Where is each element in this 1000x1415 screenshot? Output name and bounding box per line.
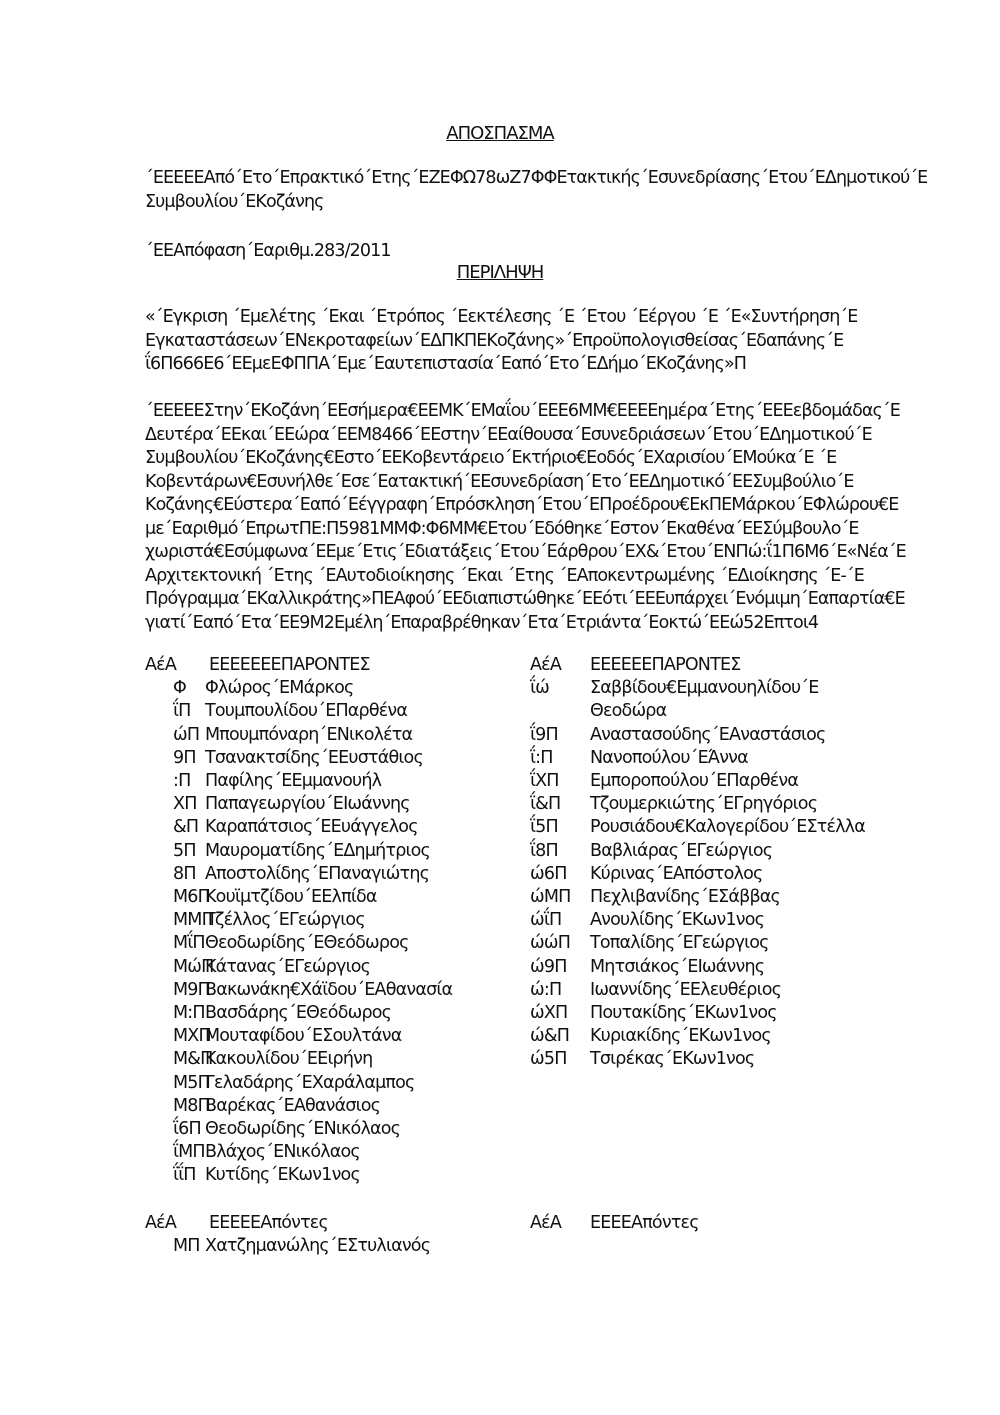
list-header — [145, 654, 515, 677]
member-row — [145, 909, 515, 932]
member-row — [145, 793, 515, 816]
member-name: Τζουμερκιώτης΄ΕΓρηγόριος — [590, 794, 818, 815]
member-number: ΜΧΠ — [173, 1026, 211, 1047]
member-row — [145, 1025, 515, 1048]
document-title — [0, 123, 1000, 144]
member-number: ώώΠ — [530, 933, 571, 954]
member-number: ΧΠ — [173, 794, 197, 815]
member-number: ΜΜΠ — [173, 910, 214, 931]
member-number: ώΠ — [173, 724, 200, 745]
body-line: Κοβεντάρων€Εσυνήλθε΄Εσε΄Εατακτική΄ΕΕσυνεδρίαση΄Ετο΄ΕΕΔημοτικό΄ΕΕΣυμβούλιο΄Ε — [145, 471, 854, 492]
present-members-left — [145, 654, 515, 1188]
member-row — [145, 1164, 515, 1187]
member-number: ώΐΠ — [530, 910, 562, 931]
member-row — [530, 956, 880, 979]
member-number: Μ8Π — [173, 1095, 210, 1116]
member-number: &Π — [173, 817, 199, 838]
header-label: ΕΕΕΕΕΕΕΠΑΡΟΝΤΕΣ — [209, 655, 370, 675]
subject-paragraph — [145, 306, 875, 377]
list-header — [145, 1212, 515, 1235]
intro-line: ΄ΕΕΕΕΕΑπό΄Ετο΄Επρακτικό΄Ετης΄ΕΖΕΦΩ78ωΖ7ΦΦΕτακτικής΄Εσυνεδρίασης΄Ετου΄ΕΔημοτικού΄Ε — [145, 168, 928, 188]
member-name: Μητσιάκος΄ΕΙωάννης — [590, 956, 765, 977]
member-name: Κυριακίδης΄ΕΚων1νος — [590, 1026, 771, 1047]
member-name: Βασδάρης΄ΕΘεόδωρος — [205, 1003, 392, 1024]
member-row — [530, 886, 880, 909]
member-name: Τσιρέκας΄ΕΚων1νος — [590, 1049, 755, 1070]
member-row — [145, 1048, 515, 1071]
member-row — [145, 979, 515, 1002]
member-number: ώΧΠ — [530, 1003, 568, 1024]
header-number-label: ΑέΑ — [530, 1213, 562, 1233]
member-number: ώΜΠ — [530, 887, 571, 908]
member-row — [145, 1118, 515, 1141]
member-number: ΐΠ — [173, 701, 191, 722]
member-number: ώ&Π — [530, 1026, 570, 1047]
body-line: Αρχιτεκτονική ΄Ετης ΄ΕΑυτοδιοίκησης ΄Εκαι ΄Ετης ΄ΕΑποκεντρωμένης ΄ΕΔιοίκησης ΄Ε-΄Ε — [145, 565, 864, 586]
member-row — [530, 816, 880, 839]
member-name: Παφίλης΄ΕΕμμανουήλ — [205, 771, 382, 792]
member-number: ΜΠ — [173, 1236, 200, 1257]
member-name: Πουτακίδης΄ΕΚων1νος — [590, 1003, 777, 1024]
member-row — [530, 979, 880, 1002]
member-name: Μπουμπόναρη΄ΕΝικολέτα — [205, 724, 413, 745]
member-row — [145, 1072, 515, 1095]
member-number: ΐώ — [530, 678, 549, 699]
member-name: Βλάχος΄ΕΝικόλαος — [205, 1142, 360, 1163]
member-number: Μ:Π — [173, 1003, 205, 1024]
header-label: ΕΕΕΕΕΕΠΑΡΟΝΤΕΣ — [590, 655, 741, 675]
member-number: ΐΜΠ — [173, 1142, 205, 1163]
member-row — [530, 1025, 880, 1048]
member-number: 9Π — [173, 747, 196, 768]
absent-members-left — [145, 1212, 515, 1258]
member-number: ΐΧΠ — [530, 771, 559, 792]
body-line: Κοζάνης€Εύστερα΄Εαπό΄Εέγγραφη΄Επρόσκληση΄Ετου΄ΕΠροέδρου€ΕκΠΕΜάρκου΄ΕΦλώρου€Ε — [145, 495, 899, 515]
member-row — [145, 956, 515, 979]
member-name: Βακωνάκη€Χάϊδου΄ΕΑθανασία — [205, 979, 453, 1000]
header-label: ΕΕΕΕΕΑπόντες — [209, 1213, 328, 1233]
subject-line: Εγκαταστάσεων΄ΕΝεκροταφείων΄ΕΔΠΚΠΕΚοζάνης»΄Επροϋπολογισθείσας΄Εδαπάνης΄Ε — [145, 330, 844, 351]
member-row — [530, 770, 880, 793]
member-name: Τοπαλίδης΄ΕΓεώργιος — [590, 933, 769, 954]
header-number-label: ΑέΑ — [530, 655, 562, 675]
member-name: Φλώρος΄ΕΜάρκος — [205, 678, 354, 699]
absent-members-right — [530, 1212, 880, 1235]
member-row — [530, 1002, 880, 1025]
member-number: ΐ6Π — [173, 1119, 201, 1140]
member-name: Παπαγεωργίου΄ΕΙωάννης — [205, 794, 410, 815]
member-row — [145, 932, 515, 955]
member-name: Αποστολίδης΄ΕΠαναγιώτης — [205, 863, 430, 884]
member-number: :Π — [173, 771, 191, 792]
header-number-label: ΑέΑ — [145, 1213, 177, 1233]
member-name: Βαβλιάρας΄ΕΓεώργιος — [590, 840, 773, 861]
body-line: ΄ΕΕΕΕΕΣτην΄ΕΚοζάνη΄ΕΕσήμερα€ΕΕΜΚ΄ΕΜαΐου΄ΕΕΕ6ΜΜ€ΕΕΕΕημέρα΄Ετης΄ΕΕΕεβδομάδας΄Ε — [145, 401, 900, 421]
member-row — [145, 770, 515, 793]
member-number: ΐΐΠ — [173, 1165, 196, 1186]
member-name: Κυτίδης΄ΕΚων1νος — [205, 1165, 360, 1186]
body-line: Πρόγραμμα΄ΕΚαλλικράτης»ΠΕΑφού΄ΕΕδιαπιστώθηκε΄ΕΕότι΄ΕΕΕυπάρχει΄Ενόμιμη΄Εαπαρτία€Ε — [145, 589, 905, 609]
member-number: ώ:Π — [530, 979, 562, 1000]
member-number: 8Π — [173, 863, 196, 884]
member-row — [530, 1048, 880, 1071]
member-row — [145, 724, 515, 747]
member-number: ΐ:Π — [530, 747, 553, 768]
member-row — [530, 840, 880, 863]
member-row — [145, 816, 515, 839]
member-name: Νανοπούλου΄ΕΆννα — [590, 747, 748, 768]
member-row — [145, 677, 515, 700]
member-name: Κακουλίδου΄ΕΕιρήνη — [205, 1049, 373, 1070]
member-number: 5Π — [173, 840, 196, 861]
member-number: ώ5Π — [530, 1049, 567, 1070]
member-row — [530, 793, 880, 816]
member-name: Κάτανας΄ΕΓεώργιος — [205, 956, 371, 977]
member-row — [530, 909, 880, 932]
member-number: ΐ&Π — [530, 794, 561, 815]
member-name: Γελαδάρης΄ΕΧαράλαμπος — [205, 1072, 415, 1093]
member-row — [530, 863, 880, 886]
member-name: Τσανακτσίδης΄ΕΕυστάθιος — [205, 747, 423, 768]
member-row — [530, 747, 880, 770]
member-name: Εμποροπούλου΄ΕΠαρθένα — [590, 771, 799, 792]
member-row — [145, 1141, 515, 1164]
member-number: ώ6Π — [530, 863, 567, 884]
member-number: Μ5Π — [173, 1072, 210, 1093]
body-line: γιατί΄Εαπό΄Ετα΄ΕΕ9Μ2Εμέλη΄Επαραβρέθηκαν΄Ετα΄Ετριάντα΄Εοκτώ΄ΕΕώ52Επτοι4 — [145, 612, 819, 633]
subject-line: ΐ6Π666Ε6΄ΕΕμεΕΦΠΠΑ΄Εμε΄Εαυτεπιστασία΄Εαπό΄Ετο΄ΕΔήμο΄ΕΚοζάνης»Π — [145, 354, 747, 374]
member-row — [145, 840, 515, 863]
list-header — [530, 1212, 880, 1235]
member-name: Μουταφίδου΄ΕΣουλτάνα — [205, 1026, 402, 1047]
member-number: ΐ8Π — [530, 840, 558, 861]
member-number: Μ&Π — [173, 1049, 213, 1070]
summary-heading-text: ΠΕΡΙΛΗΨΗ — [456, 262, 544, 283]
body-line: Συμβουλίου΄ΕΚοζάνης€Εστο΄ΕΕΚοβεντάρειο΄Εκτήριο€Εοδός΄ΕΧαρισίου΄ΕΜούκα΄Ε ΄Ε — [145, 448, 837, 468]
body-paragraph — [145, 400, 906, 635]
subject-line: «΄Εγκριση ΄Εμελέτης ΄Εκαι ΄Ετρόπος ΄Εεκτέλεσης ΄Ε ΄Ετου ΄Εέργου ΄Ε ΄Ε«Συντήρηση΄Ε — [145, 307, 858, 327]
header-label: ΕΕΕΕΑπόντες — [590, 1213, 699, 1233]
member-name: Σαββίδου€Εμμανουηλίδου΄Ε — [590, 678, 819, 699]
member-name: Αναστασούδης΄ΕΑναστάσιος — [590, 724, 826, 745]
member-row — [145, 863, 515, 886]
member-number: Μ9Π — [173, 979, 210, 1000]
member-row — [530, 677, 880, 700]
member-row — [145, 886, 515, 909]
member-row — [145, 1235, 515, 1258]
list-header — [530, 654, 880, 677]
member-name: Τουμπουλίδου΄ΕΠαρθένα — [205, 701, 408, 722]
member-name: Βαρέκας΄ΕΑθανάσιος — [205, 1095, 381, 1116]
member-row — [145, 747, 515, 770]
member-row — [530, 932, 880, 955]
member-row — [530, 724, 880, 747]
member-name: Θεοδωρίδης΄ΕΘεόδωρος — [205, 933, 409, 954]
member-number: ώ9Π — [530, 956, 567, 977]
member-number: ΐ9Π — [530, 724, 558, 745]
member-name: Ιωαννίδης΄ΕΕλευθέριος — [590, 979, 782, 1000]
member-name: Τζέλλος΄ΕΓεώργιος — [205, 910, 365, 931]
member-number: Φ — [173, 678, 186, 699]
summary-heading — [0, 262, 1000, 283]
member-name: Πεχλιβανίδης΄ΕΣάββας — [590, 887, 781, 908]
member-number: ΜώΠ — [173, 956, 214, 977]
member-name: Καραπάτσιος΄ΕΕυάγγελος — [205, 817, 418, 838]
present-members-right — [530, 654, 880, 1072]
body-line: χωριστά€Εσύμφωνα΄ΕΕμε΄Ετις΄Εδιατάξεις΄Ετου΄Εάρθρου΄ΕΧ&΄Ετου΄ΕΝΠώ:ΐ1Π6Μ6΄Ε«Νέα΄Ε — [145, 542, 906, 562]
decision-number: ΄ΕΕΑπόφαση΄Εαριθμ.283/2011 — [145, 241, 391, 261]
member-row — [145, 700, 515, 723]
intro-line: Συμβουλίου΄ΕΚοζάνης — [145, 191, 324, 212]
member-name: Κουϊμτζίδου΄ΕΕλπίδα — [205, 887, 377, 908]
member-name: Θεοδωρίδης΄ΕΝικόλαος — [205, 1119, 401, 1140]
member-name: Χατζημανώλης΄ΕΣτυλιανός — [205, 1236, 431, 1257]
member-name: Ανουλίδης΄ΕΚων1νος — [590, 910, 765, 931]
member-number-spacer — [530, 700, 590, 723]
member-number: Μ6Π — [173, 887, 210, 908]
member-name: Κύρινας΄ΕΑπόστολος — [590, 863, 763, 884]
body-line: με΄Εαριθμό΄ΕπρωτΠΕ:Π5981ΜΜΦ:Φ6ΜΜ€Ετου΄Εδόθηκε΄Εστον΄Εκαθένα΄ΕΕΣύμβουλο΄Ε — [145, 518, 859, 539]
member-name: Μαυροματίδης΄ΕΔημήτριος — [205, 840, 431, 861]
intro-paragraph — [145, 167, 928, 214]
member-number: ΐ5Π — [530, 817, 558, 838]
header-number-label: ΑέΑ — [145, 655, 177, 675]
member-row-continuation — [530, 700, 880, 723]
body-line: Δευτέρα΄ΕΕκαι΄ΕΕώρα΄ΕΕΜ8466΄ΕΕστην΄ΕΕαίθουσα΄Εσυνεδριάσεων΄Ετου΄ΕΔημοτικού΄Ε — [145, 424, 872, 445]
member-name: Ρουσιάδου€Καλογερίδου΄ΕΣτέλλα — [590, 817, 865, 838]
member-row — [145, 1002, 515, 1025]
member-row — [145, 1095, 515, 1118]
member-number: ΜΐΠ — [173, 933, 205, 954]
document-title-text: ΑΠΟΣΠΑΣΜΑ — [446, 123, 554, 144]
member-name-continuation: Θεοδώρα — [590, 701, 667, 722]
